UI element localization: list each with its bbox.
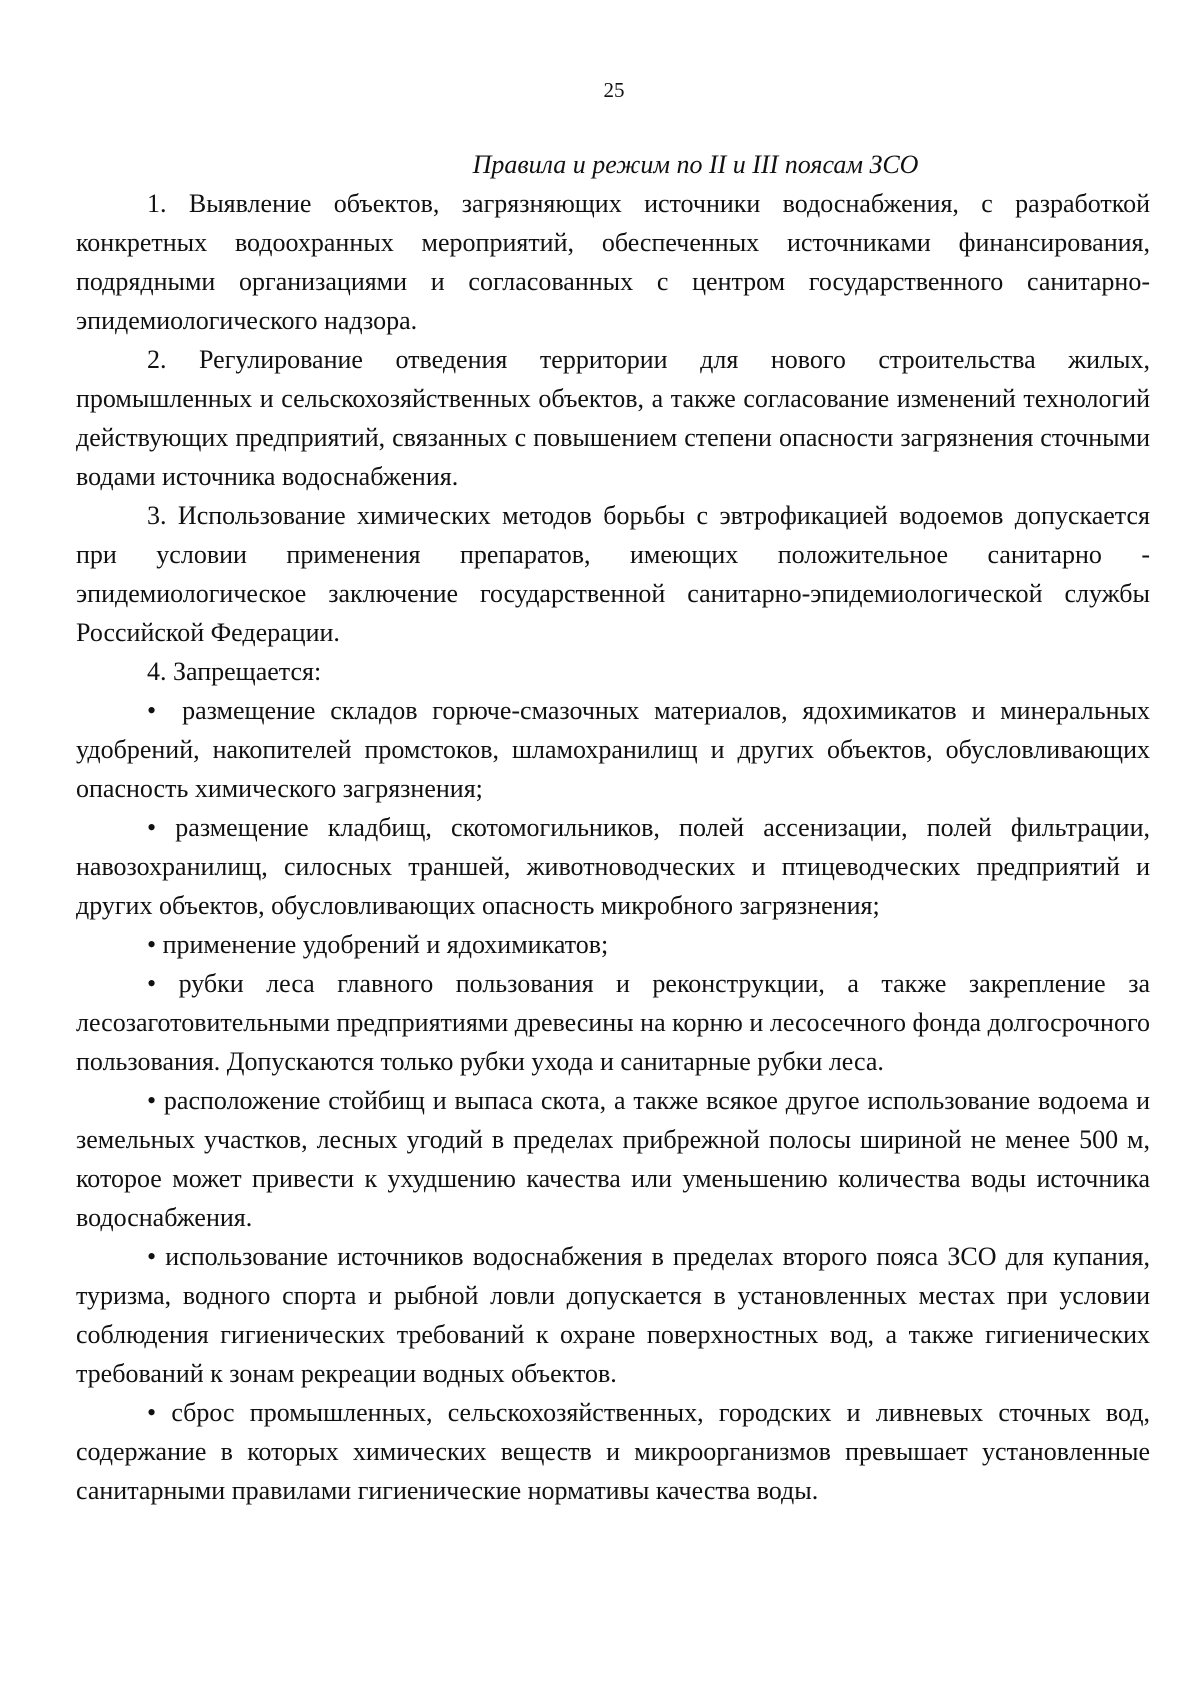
paragraph-item-2: 2. Регулирование отведения территории для нового строительства жилых, промышленных и сельскохозяйственных объектов, а также согласование изменений технологий действующих предприятий, связанных с повышением степени опасности загрязнения сточными водами источника водоснабжения. [76, 345, 1150, 491]
prohibitions-heading: 4. Запрещается: [147, 657, 322, 686]
section-title: Правила и режим по II и III поясам ЗСО [472, 150, 919, 179]
prohibition-bullet: • сброс промышленных, сельскохозяйственных, городских и ливневых сточных вод, содержание в которых химических веществ и микроорганизмов превышает установленные санитарными правилами гигиенические нормативы качества воды. [76, 1398, 1150, 1505]
paragraph-item-3: 3. Использование химических методов борьбы с эвтрофикацией водоемов допускается при условии применения препаратов, имеющих положительное санитарно - эпидемиологическое заключение государственной санитарно-эпидемиологической службы Российской Федерации. [76, 501, 1150, 647]
prohibition-bullet: • размещение кладбищ, скотомогильников, полей ассенизации, полей фильтрации, навозохранилищ, силосных траншей, животноводческих и птицеводческих предприятий и других объектов, обусловливающих опасность микробного загрязнения; [76, 813, 1150, 920]
prohibition-bullet: • использование источников водоснабжения в пределах второго пояса ЗСО для купания, туризма, водного спорта и рыбной ловли допускается в установленных местах при условии соблюдения гигиенических требований к охране поверхностных вод, а также гигиенических требований к зонам рекреации водных объектов. [76, 1242, 1150, 1388]
prohibition-bullet: • рубки леса главного пользования и реконструкции, а также закрепление за лесозаготовительными предприятиями древесины на корню и лесосечного фонда долгосрочного пользования. Допускаются только рубки ухода и санитарные рубки леса. [76, 969, 1150, 1076]
prohibition-bullet: • расположение стойбищ и выпаса скота, а также всякое другое использование водоема и земельных участков, лесных угодий в пределах прибрежной полосы шириной не менее 500 м, которое может привести к ухудшению качества или уменьшению количества воды источника водоснабжения. [76, 1086, 1150, 1232]
document-body [76, 145, 1150, 1510]
page-number: 25 [603, 78, 625, 102]
prohibition-bullet: • размещение складов горюче-смазочных материалов, ядохимикатов и минеральных удобрений, накопителей промстоков, шламохранилищ и других объектов, обусловливающих опасность химического загрязнения; [76, 696, 1150, 803]
paragraph-item-1: 1. Выявление объектов, загрязняющих источники водоснабжения, с разработкой конкретных водоохранных мероприятий, обеспеченных источниками финансирования, подрядными организациями и согласованных с центром государственного санитарно-эпидемиологического надзора. [76, 189, 1150, 335]
prohibition-bullet: • применение удобрений и ядохимикатов; [147, 930, 609, 959]
